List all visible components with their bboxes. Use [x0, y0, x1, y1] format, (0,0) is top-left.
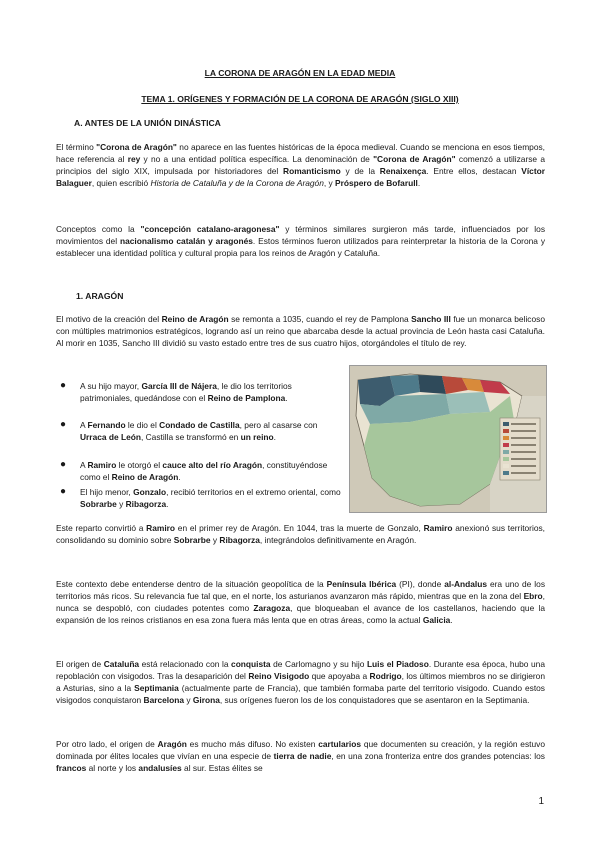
paragraph-4: Este reparto convirtió a Ramiro en el primer rey de Aragón. En 1044, tras la muerte de Gonzalo, Ramiro anexionó sus territorios, consolidando su dominio sobre Sobrarbe y Ribagorza, integrándolos definitivamente en Aragón.: [56, 523, 545, 545]
section-a-heading: A. ANTES DE LA UNIÓN DINÁSTICA: [74, 118, 221, 128]
paragraph-6: El origen de Cataluña está relacionado con la conquista de Carlomagno y su hijo Luis el Piadoso. Durante esa época, hubo una repoblación con visigodos. Tras la desaparición del Reino Visigodo que apoyaba a Rodrigo, los últimos miembros no se dirigieron a Asturias, sino a la Septimania (actualmente parte de Francia), que también formaba parte del territorio visigodo. Cuando estos visigodos conquistaron Barcelona y Girona, sus orígenes fueron los de los conquistadores que se asentaron en la Septimania.: [56, 659, 545, 705]
paragraph-7: Por otro lado, el origen de Aragón es mucho más difuso. No existen cartularios que documenten su creación, y la región estuvo dominada por élites locales que vivían en una especie de tierra de nadie, en una zona fronteriza entre dos grandes potencias: los francos al norte y los andalusíes al sur. Estas élites se: [56, 739, 545, 773]
paragraph-5: Este contexto debe entenderse dentro de la situación geopolítica de la Península Ibérica (PI), donde al-Andalus era uno de los territorios más ricos. Su relevancia fue tal que, en el norte, los asturianos avanzaron más rápido, mientras que en la zona del Ebro, nunca se despobló, con ciudades potentes como Zaragoza, que bloqueaban el avance de los castellanos, haciendo que la expansión de los reinos cristianos en esa zona fuera más lenta que en otras áreas, como la actual Galicia.: [56, 579, 546, 625]
paragraph-3: El motivo de la creación del Reino de Aragón se remonta a 1035, cuando el rey de Pamplona Sancho III fue un monarca belicoso con múltiples matrimonios estratégicos, logrando así un reino que abarcaba desde la actual provincia de León hasta casi Cataluña. Al morir en 1035, Sancho III dividió su vasto estado entre tres de sus cuatro hijos, otorgándoles el título de rey.: [56, 314, 545, 348]
bullet-item: ● A Ramiro le otorgó el cauce alto del río Aragón, constituyéndose como el Reino de Aragón.: [60, 459, 328, 482]
bullet-item: ● A Fernando le dio el Condado de Castilla, pero al casarse con Urraca de León, Castilla se transformó en un reino.: [60, 419, 318, 442]
bullet-item: ● A su hijo mayor, García III de Nájera, le dio los territorios patrimoniales, quedándose con el Reino de Pamplona.: [60, 380, 292, 403]
document-title: LA CORONA DE ARAGÓN EN LA EDAD MEDIA: [204, 68, 396, 78]
page-number: 1: [538, 796, 544, 807]
tema-title: TEMA 1. ORÍGENES Y FORMACIÓN DE LA CORONA DE ARAGÓN (SIGLO XIII): [141, 94, 459, 104]
section-1-heading: 1. ARAGÓN: [76, 291, 124, 301]
bullet-item: ● El hijo menor, Gonzalo, recibió territorios en el extremo oriental, como Sobrarbe y Ribagorza.: [60, 486, 341, 509]
bullet-icon: ●: [60, 459, 67, 470]
bullet-icon: ●: [60, 419, 67, 430]
paragraph-2: Conceptos como la "concepción catalano-aragonesa" y términos similares surgieron más tarde, influenciados por los movimientos del nacionalismo catalán y aragonés. Estos términos fueron utilizados para reinterpretar la historia de la Corona y establecer una identidad política y cultural propia para los reinos de Aragón y Cataluña.: [56, 224, 546, 258]
bullet-icon: ●: [60, 380, 67, 391]
paragraph-1: El término "Corona de Aragón" no aparece en las fuentes históricas de la época medieval. Cuando se menciona en esos tiempos, hace referencia al rey y no a una entidad política específica. La denominación de "Corona de Aragón" comenzó a utilizarse a principios del siglo XIX, impulsada por historiadores del Romanticismo y de la Renaixença. Entre ellos, destacan Víctor Balaguer, quien escribió Historia de Cataluña y de la Corona de Aragón, y Próspero de Bofarull.: [56, 142, 545, 188]
bullet-icon: ●: [60, 486, 67, 497]
iberian-peninsula-map-image: [349, 365, 547, 513]
